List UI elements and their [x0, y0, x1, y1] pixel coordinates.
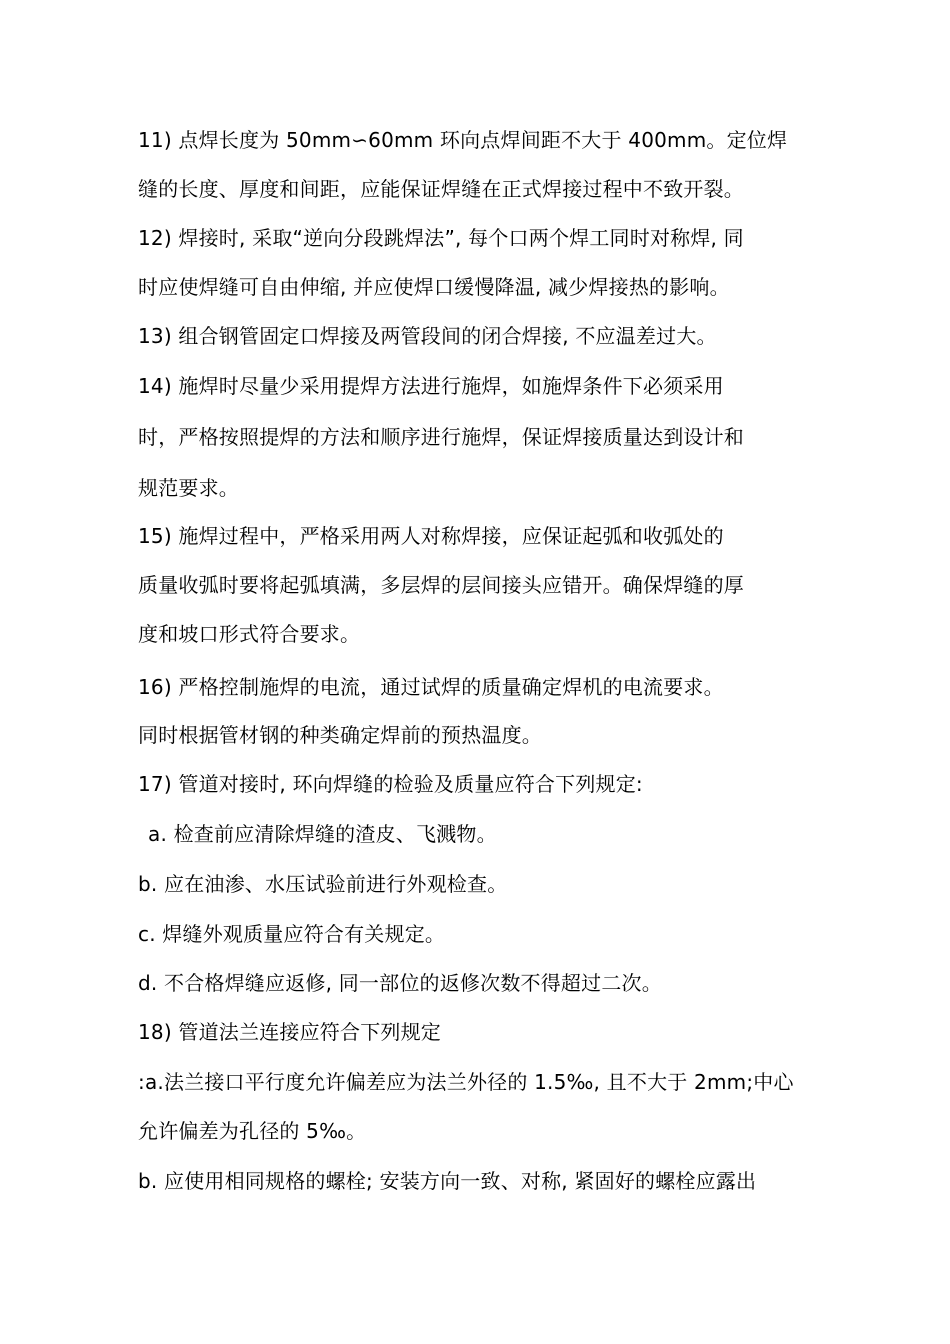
text-line-18: d. 不合格焊缝应返修, 同一部位的返修次数不得超过二次。: [138, 971, 662, 995]
text-line-21: 允许偏差为孔径的 5‰。: [138, 1119, 367, 1143]
text-line-17: c. 焊缝外观质量应符合有关规定。: [138, 922, 446, 946]
text-line-22: b. 应使用相同规格的螺栓; 安装方向一致、对称, 紧固好的螺栓应露出: [138, 1169, 757, 1193]
text-line-16: b. 应在油渗、水压试验前进行外观检查。: [138, 872, 508, 896]
text-line-6: 14) 施焊时尽量少采用提焊方法进行施焊，如施焊条件下必须采用: [138, 374, 724, 398]
text-line-15: a. 检查前应清除焊缝的渣皮、飞溅物。: [148, 822, 497, 846]
text-line-5: 13) 组合钢管固定口焊接及两管段间的闭合焊接, 不应温差过大。: [138, 324, 717, 348]
text-line-8: 规范要求。: [138, 476, 239, 500]
text-line-7: 时，严格按照提焊的方法和顺序进行施焊，保证焊接质量达到设计和: [138, 425, 744, 449]
text-line-2: 缝的长度、厚度和间距，应能保证焊缝在正式焊接过程中不致开裂。: [138, 177, 744, 201]
text-line-3: 12) 焊接时, 采取“逆向分段跳焊法”, 每个口两个焊工同时对称焊, 同: [138, 226, 744, 250]
text-line-4: 时应使焊缝可自由伸缩, 并应使焊口缓慢降温, 减少焊接热的影响。: [138, 275, 730, 299]
text-line-14: 17) 管道对接时, 环向焊缝的检验及质量应符合下列规定:: [138, 772, 643, 796]
text-line-13: 同时根据管材钢的种类确定焊前的预热温度。: [138, 723, 542, 747]
text-line-19: 18) 管道法兰连接应符合下列规定: [138, 1020, 442, 1044]
text-line-9: 15) 施焊过程中，严格采用两人对称焊接，应保证起弧和收弧处的: [138, 524, 724, 548]
text-line-10: 质量收弧时要将起弧填满，多层焊的层间接头应错开。确保焊缝的厚: [138, 573, 744, 597]
text-line-11: 度和坡口形式符合要求。: [138, 622, 361, 646]
text-line-12: 16) 严格控制施焊的电流，通过试焊的质量确定焊机的电流要求。: [138, 675, 724, 699]
text-line-1: 11) 点焊长度为 50mm∽60mm 环向点焊间距不大于 400mm。定位焊: [138, 128, 788, 152]
text-line-20: :a.法兰接口平行度允许偏差应为法兰外径的 1.5‰, 且不大于 2mm;中心: [138, 1070, 794, 1094]
